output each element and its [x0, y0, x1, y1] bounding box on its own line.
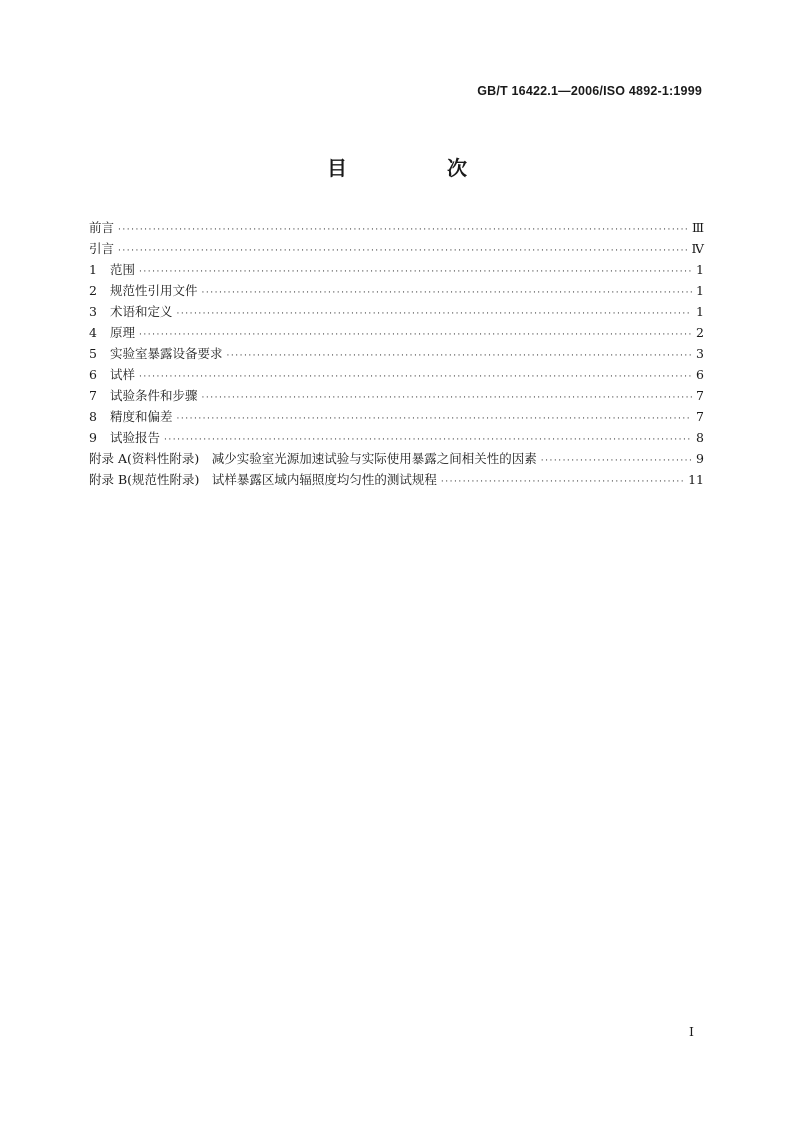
dot-leader	[118, 225, 688, 235]
dot-leader	[164, 435, 692, 445]
toc-entry-label	[89, 260, 139, 278]
dot-leader	[202, 288, 693, 298]
toc-entry-text: 附录 A(资料性附录) 减少实验室光源加速试验与实际使用暴露之间相关性的因素	[89, 451, 537, 466]
toc-entry-page: 3	[696, 346, 704, 361]
toc-entry-page: 6	[696, 367, 704, 382]
toc-entry-page: 7	[696, 388, 704, 403]
toc-entry-label	[89, 407, 177, 425]
dot-leader	[118, 246, 687, 256]
toc-entry-number: 7	[89, 388, 97, 403]
toc-entry-principle[interactable]	[89, 323, 704, 344]
toc-entry-text: 规范性引用文件	[110, 283, 198, 298]
toc-entry-text: 前言	[89, 220, 115, 235]
standard-number: GB/T 16422.1—2006/ISO 4892-1:1999	[477, 84, 702, 98]
dot-leader	[177, 414, 693, 424]
toc-entry-page: 1	[696, 304, 704, 319]
toc-entry-label	[89, 302, 177, 320]
toc-entry-number: 2	[89, 283, 97, 298]
toc-entry-text: 试验报告	[110, 430, 161, 445]
toc-entry-label	[89, 239, 118, 257]
toc-entry-label	[89, 218, 118, 236]
dot-leader	[541, 456, 692, 466]
toc-entry-number: 6	[89, 367, 97, 382]
toc-entry-label	[89, 428, 164, 446]
toc-entry-page: 1	[696, 262, 704, 277]
dot-leader	[202, 393, 693, 403]
dot-leader	[139, 330, 692, 340]
toc-entry-test-conditions[interactable]	[89, 386, 704, 407]
toc-entry-page: 11	[688, 472, 704, 487]
toc-entry-page: 2	[696, 325, 704, 340]
toc-entry-apparatus-requirements[interactable]	[89, 344, 704, 365]
toc-entry-foreword[interactable]	[89, 218, 704, 239]
toc-entry-number: 1	[89, 262, 97, 277]
toc-entry-normative-references[interactable]	[89, 281, 704, 302]
toc-entry-scope[interactable]	[89, 260, 704, 281]
toc-entry-terms-definitions[interactable]	[89, 302, 704, 323]
dot-leader	[441, 477, 684, 487]
dot-leader	[177, 309, 693, 319]
toc-entry-page: Ⅳ	[691, 241, 704, 256]
toc-entry-text: 实验室暴露设备要求	[110, 346, 223, 361]
toc-entry-number: 8	[89, 409, 97, 424]
toc-entry-number: 3	[89, 304, 97, 319]
toc-entry-page: Ⅲ	[691, 220, 704, 235]
toc-entry-label	[89, 449, 541, 467]
toc-entry-label	[89, 365, 139, 383]
toc-entry-page: 7	[696, 409, 704, 424]
toc-entry-page: 1	[696, 283, 704, 298]
toc-entry-page: 8	[696, 430, 704, 445]
page-number: I	[689, 1024, 694, 1039]
toc-entry-label	[89, 470, 441, 488]
toc-entry-label	[89, 323, 139, 341]
toc-entry-number: 5	[89, 346, 97, 361]
toc-entry-text: 附录 B(规范性附录) 试样暴露区域内辐照度均匀性的测试规程	[89, 472, 437, 487]
toc-entry-page: 9	[696, 451, 704, 466]
toc-entry-test-specimens[interactable]	[89, 365, 704, 386]
toc-entry-introduction[interactable]	[89, 239, 704, 260]
toc-entry-number: 4	[89, 325, 97, 340]
toc-entry-test-report[interactable]	[89, 428, 704, 449]
toc-entry-text: 试验条件和步骤	[110, 388, 198, 403]
dot-leader	[139, 267, 692, 277]
toc-entry-label	[89, 344, 227, 362]
toc-entry-annex-b[interactable]	[89, 470, 704, 491]
toc-entry-precision-bias[interactable]	[89, 407, 704, 428]
table-of-contents	[89, 218, 704, 491]
toc-entry-text: 范围	[110, 262, 136, 277]
toc-entry-text: 引言	[89, 241, 115, 256]
toc-entry-label	[89, 386, 202, 404]
toc-entry-annex-a[interactable]	[89, 449, 704, 470]
toc-entry-number: 9	[89, 430, 97, 445]
toc-entry-text: 精度和偏差	[110, 409, 173, 424]
page-title: 目 次	[327, 156, 507, 180]
dot-leader	[139, 372, 692, 382]
dot-leader	[227, 351, 693, 361]
toc-entry-text: 原理	[110, 325, 136, 340]
toc-entry-text: 试样	[110, 367, 136, 382]
toc-entry-text: 术语和定义	[110, 304, 173, 319]
toc-entry-label	[89, 281, 202, 299]
